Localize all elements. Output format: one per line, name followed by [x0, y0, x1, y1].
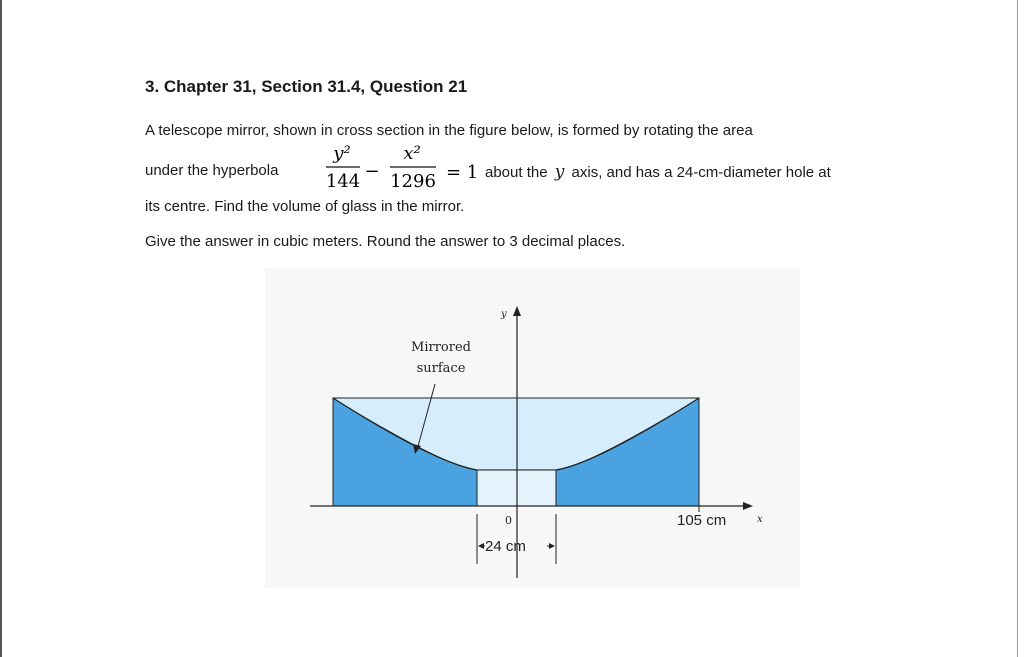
hole-dim-label: 24 cm: [485, 538, 526, 555]
question-line-4: Give the answer in cubic meters. Round the answer to 3 decimal places.: [145, 233, 626, 250]
question-line-2-rest: [485, 162, 831, 182]
question-line-1: A telescope mirror, shown in cross section in the figure below, is formed by rotating the area: [145, 122, 753, 139]
formula-term2-numerator: x²: [403, 143, 421, 164]
question-title: 3. Chapter 31, Section 31.4, Question 21: [145, 77, 468, 96]
mirror-label-line-1: Mirrored: [411, 340, 471, 355]
line2-prefix: under the hyperbola: [145, 162, 279, 179]
page-left-border: [0, 0, 2, 657]
line2-suffix: axis, and has a 24-cm-diameter hole at: [571, 164, 831, 181]
telescope-mirror-figure: [265, 268, 800, 588]
page-right-border: [1017, 0, 1018, 657]
question-line-3: its centre. Find the volume of glass in the mirror.: [145, 198, 465, 215]
question-line-2: [145, 162, 278, 179]
origin-label: 0: [505, 514, 512, 527]
axis-variable: y: [554, 162, 565, 182]
width-label: 105 cm: [677, 512, 727, 529]
formula-term1-numerator: y²: [333, 143, 351, 164]
hyperbola-formula: [322, 140, 482, 200]
formula-equals-one: = 1: [446, 162, 479, 183]
formula-term1-denominator: 144: [325, 171, 361, 192]
mirror-label-line-2: surface: [416, 361, 466, 376]
line2-mid: about the: [485, 164, 548, 181]
formula-term2-denominator: 1296: [390, 171, 436, 192]
formula-minus: −: [364, 161, 380, 182]
x-axis-label: x: [757, 514, 763, 525]
y-axis-label: y: [501, 309, 507, 320]
